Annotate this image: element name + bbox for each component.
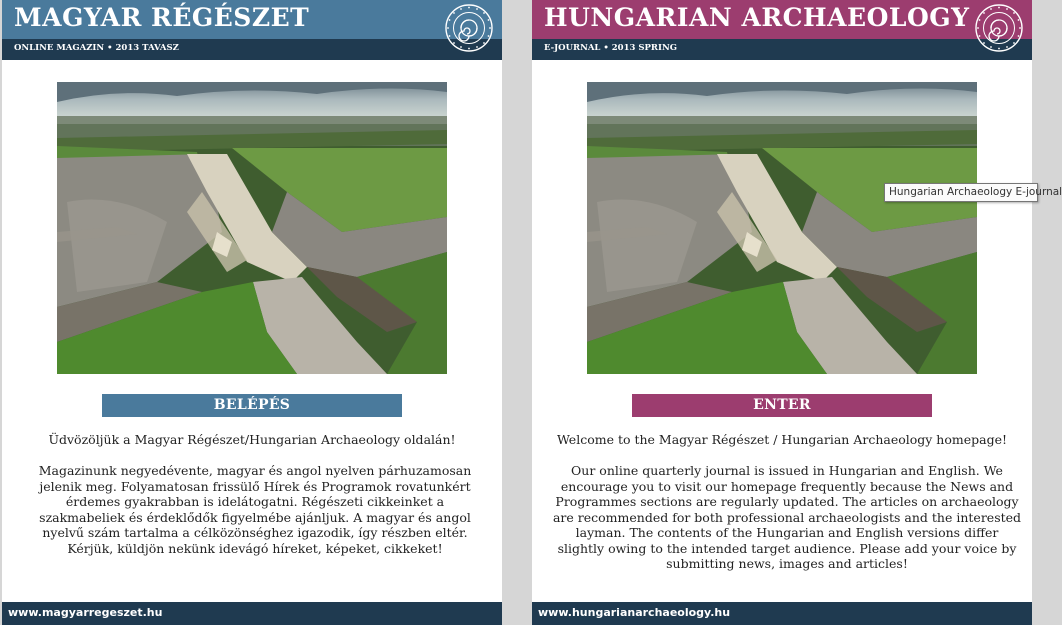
en-title-bar bbox=[532, 0, 1032, 39]
en-subtitle: E-JOURNAL • 2013 SPRING bbox=[544, 43, 677, 53]
en-footer-bar bbox=[532, 602, 1032, 625]
enter-button-en[interactable]: ENTER bbox=[632, 394, 932, 417]
en-welcome-text: Welcome to the Magyar Régészet / Hungarian Archaeology homepage! bbox=[556, 432, 1008, 447]
en-site-title: HUNGARIAN ARCHAEOLOGY bbox=[544, 3, 970, 32]
hu-footer-bar bbox=[2, 602, 502, 625]
en-subtitle-bar bbox=[532, 39, 1032, 60]
hu-site-title: MAGYAR RÉGÉSZET bbox=[14, 3, 310, 32]
hu-subtitle-bar bbox=[2, 39, 502, 60]
hu-subtitle: ONLINE MAGAZIN • 2013 TAVASZ bbox=[14, 43, 179, 53]
archaeolingua-logo-icon bbox=[974, 3, 1024, 53]
aerial-excavation-photo bbox=[57, 82, 447, 374]
en-description: Our online quarterly journal is issued in Hungarian and English. We encourage you to visit our homepage frequently because the News and Programmes sections are regularly updated. The articles on archaeology are recommended for both professional archaeologists and the interested layman. The contents of the Hungarian and English versions differ slightly owing to the intended target audience. Please add your voice by submitting news, images and articles! bbox=[552, 463, 1022, 571]
hu-footer-link[interactable]: www.magyarregeszet.hu bbox=[8, 606, 163, 619]
archaeolingua-logo-icon bbox=[444, 3, 494, 53]
hu-welcome-text: Üdvözöljük a Magyar Régészet/Hungarian Archaeology oldalán! bbox=[48, 432, 456, 447]
english-panel bbox=[532, 0, 1032, 625]
hu-description: Magazinunk negyedévente, magyar és angol nyelven párhuzamosan jelenik meg. Folyamatosan frissülő Hírek és Programok rovatunkért érdemes gyakrabban is idelátogatni. Régészeti cikkeinket a szakmabeliek és érdeklődők figyelmébe ajánljuk. A magyar és angol nyelvű szám tartalma a célközönséghez igazodik, így részben eltér. Kérjük, küldjön nekünk idevágó híreket, képeket, cikkeket! bbox=[38, 463, 472, 556]
hungarian-panel bbox=[2, 0, 502, 625]
enter-button-hu[interactable]: BELÉPÉS bbox=[102, 394, 402, 417]
aerial-excavation-photo bbox=[587, 82, 977, 374]
hu-title-bar bbox=[2, 0, 502, 39]
en-footer-link[interactable]: www.hungarianarchaeology.hu bbox=[538, 606, 731, 619]
tooltip: Hungarian Archaeology E-journal bbox=[884, 183, 1038, 202]
